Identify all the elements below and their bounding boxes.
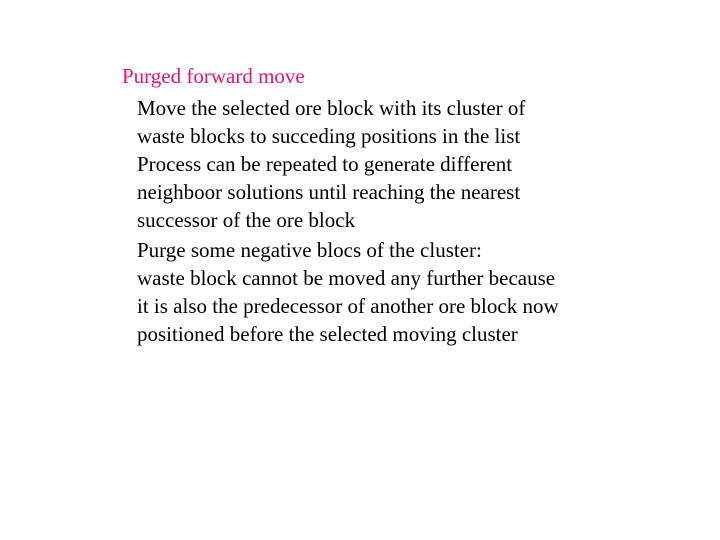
text-line: successor of the ore block [137,208,356,232]
paragraph-move-description [137,94,525,150]
text-line: waste block cannot be moved any further because [137,266,556,290]
text-line: it is also the predecessor of another ore block now [137,294,559,318]
paragraph-repeat-process [137,150,520,234]
text-line: positioned before the selected moving cluster [137,322,518,346]
text-line: waste blocks to succeding positions in the list [137,124,521,148]
text-line: neighboor solutions until reaching the nearest [137,180,521,204]
slide-title: Purged forward move [122,64,305,88]
text-line: Process can be repeated to generate different [137,152,513,176]
text-line: Move the selected ore block with its cluster of [137,96,526,120]
paragraph-purge-blocks [137,236,559,348]
text-line: Purge some negative blocs of the cluster: [137,238,482,262]
